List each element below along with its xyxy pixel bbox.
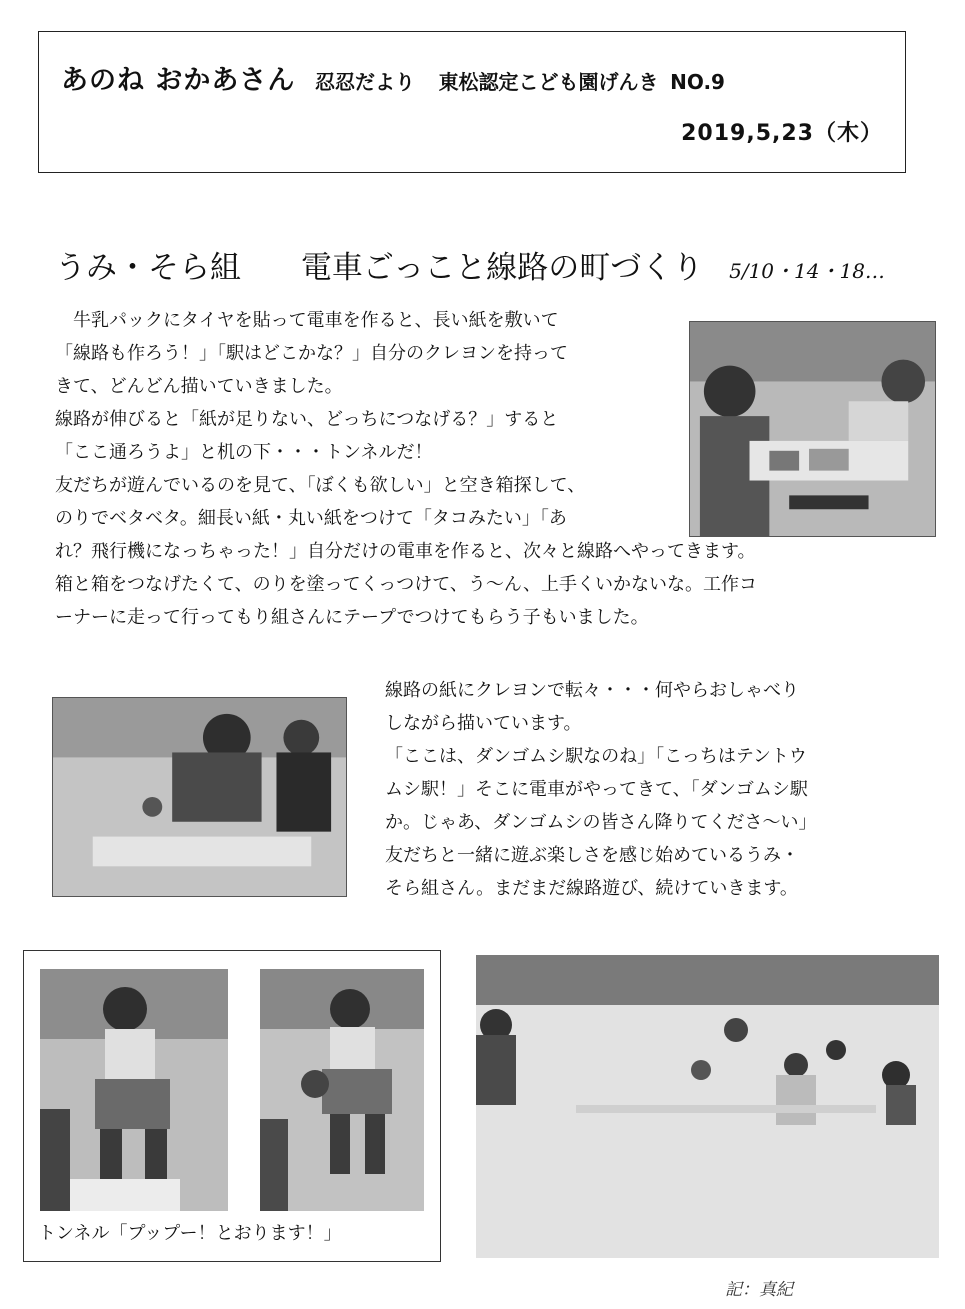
newsletter-subtitle: 忍忍だより: [314, 70, 415, 94]
text-line: か。じゃあ、ダンゴムシの皆さん降りてくださ～い」: [385, 812, 817, 833]
photo-tunnel-1: [40, 969, 228, 1211]
text-line: れ？飛行機になっちゃった！」自分だけの電車を作ると、次々と線路へやってきます。: [55, 541, 756, 562]
photo-caption: トンネル「プップー！とおります！」: [38, 1223, 342, 1244]
photo-room-overview: [476, 955, 939, 1258]
issue-date: 2019,5,23（木）: [681, 121, 883, 146]
author-signature: 記：真紀: [725, 1280, 793, 1300]
text-line: 線路が伸びると「紙が足りない、どっちにつなげる？」すると: [55, 409, 559, 430]
issue-number: NO.9: [670, 70, 725, 94]
text-line: そら組さん。まだまだ線路遊び、続けていきます。: [385, 878, 798, 899]
article-paragraph-1-cont: [55, 535, 757, 634]
activity-dates: 5/10・14・18…: [729, 259, 885, 283]
newsletter-title: あのね おかあさん: [61, 65, 296, 96]
article-paragraph-2: [385, 674, 816, 905]
section-title: 電車ごっこと線路の町づくり: [300, 250, 704, 286]
text-line: きて、どんどん描いていきました。: [55, 376, 343, 397]
text-line: 線路の紙にクレヨンで転々・・・何やらおしゃべり: [385, 680, 799, 701]
text-line: 「ここ通ろうよ」と机の下・・・トンネルだ！: [55, 442, 433, 463]
text-line: ムシ駅！」そこに電車がやってきて、「ダンゴムシ駅: [385, 779, 808, 800]
photo-drawing-rails: [52, 697, 347, 897]
text-line: 友だちと一緒に遊ぶ楽しさを感じ始めているうみ・: [385, 845, 799, 866]
text-line: 牛乳パックにタイヤを貼って電車を作ると、長い紙を敷いて: [55, 310, 559, 331]
text-line: 「ここは、ダンゴムシ駅なのね」「こっちはテントウ: [385, 746, 807, 767]
class-group: うみ・そら組: [55, 250, 241, 286]
header-line: [61, 58, 725, 97]
text-line: のりでベタベタ。細長い紙・丸い紙をつけて「タコみたい」「あ: [55, 508, 567, 529]
section-heading: [55, 242, 885, 287]
text-line: 「線路も作ろう！」「駅はどこかな？」自分のクレヨンを持って: [55, 343, 568, 364]
text-line: 友だちが遊んでいるのを見て、「ぼくも欲しい」と空き箱探して、: [55, 475, 586, 496]
article-paragraph-1: [55, 304, 585, 535]
school-name: 東松認定こども園げんき: [438, 70, 659, 94]
newsletter-header: [38, 31, 906, 173]
photo-tunnel-2: [260, 969, 424, 1211]
tunnel-photo-box: [23, 950, 441, 1262]
photo-train-table: [689, 321, 936, 537]
text-line: 箱と箱をつなげたくて、のりを塗ってくっつけて、う～ん、上手くいかないな。工作コ: [55, 574, 757, 595]
text-line: ーナーに走って行ってもり組さんにテープでつけてもらう子もいました。: [55, 607, 649, 628]
text-line: しながら描いています。: [385, 713, 582, 734]
